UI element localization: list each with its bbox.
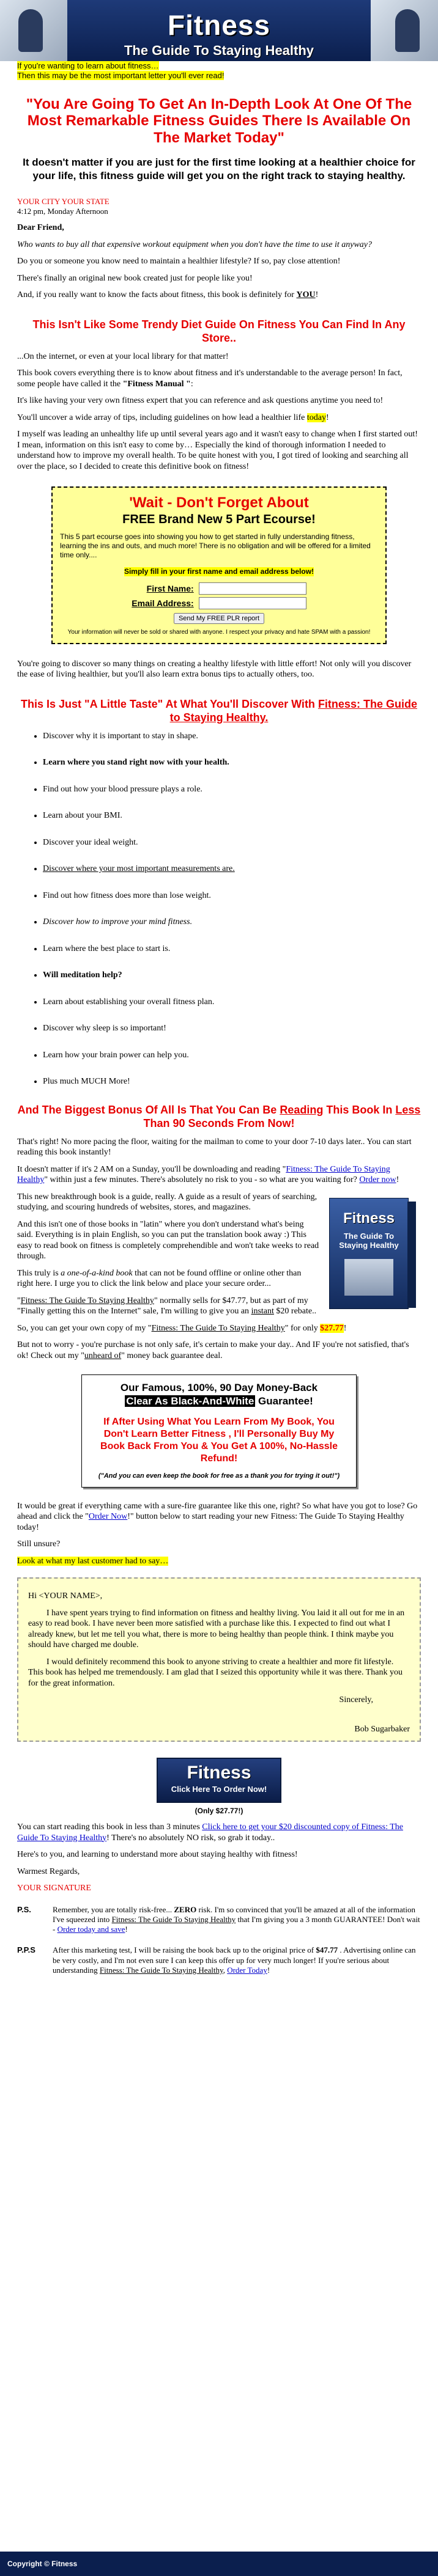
body-paragraph: [17, 1501, 421, 1533]
intro-line-2: Then this may be the most important letter you'll ever read!: [17, 71, 225, 81]
body-paragraph: It's like having your very own fitness expert that you can reference and ask questions anytime you need to!: [17, 396, 384, 406]
body-paragraph: [17, 1164, 421, 1186]
list-item: • Learn about your BMI.: [43, 810, 421, 821]
order-today-link[interactable]: Order Today: [227, 1965, 267, 1975]
body-paragraph: And this isn't one of those books in "latin" where you don't understand what's being said. Everything is in plain English, so you can put the translation book away :) This easy to read book on fitness is completely comprehendible and won't take weeks to read through.: [17, 1219, 319, 1261]
body-paragraph: [17, 368, 421, 389]
text-fragment: risk. I'm so convinced that you'll be amazed at all of the information I've squeezed into: [53, 1904, 415, 1924]
testimonial-intro: Look at what my last customer had to say…: [17, 1556, 169, 1566]
body-paragraph: ...On the internet, or even at your local library for that matter!: [17, 351, 229, 361]
list-item: • Plus much MUCH More!: [43, 1076, 421, 1087]
first-name-input[interactable]: [199, 582, 306, 595]
testimonial-paragraph: I have spent years trying to find information on fitness and healthy living. You laid it all out for me in an easy to read book. I have never been more satisfied with a purchase like this. I expected to find out what I already knew, but let me tell you what, there is more to being healthy than people think. I think maybe you should have charged me double.: [28, 1608, 405, 1650]
body-paragraph: [17, 1340, 421, 1361]
order-now-link[interactable]: Order Now: [88, 1512, 128, 1522]
main-content: [0, 61, 438, 2552]
section-heading: [17, 697, 421, 725]
today-highlight: today: [306, 413, 326, 422]
guarantee-line-2: [91, 1395, 347, 1407]
unheard-of-emphasis: unheard of: [84, 1351, 122, 1360]
body-paragraph: [17, 1822, 421, 1843]
text-fragment: But not to worry - you're purchase is not only safe, it's certain to make your day.. And IF you're not satisfied, that's ok! Check out my ": [17, 1340, 409, 1360]
order-price-note: (Only $27.77!): [195, 1807, 243, 1816]
ebook-cover-image: [329, 1198, 421, 1314]
body-paragraph: That's right! No more pacing the floor, waiting for the mailman to come to your door 7-10 days later.. You can start reading this book instantly!: [17, 1137, 412, 1158]
testimonial-greeting: Hi <YOUR NAME>,: [28, 1591, 103, 1601]
order-now-button[interactable]: [157, 1758, 281, 1803]
list-item: • Discover your ideal weight.: [43, 837, 421, 848]
testimonial-closing: Sincerely,: [339, 1695, 373, 1705]
postscript: [17, 1905, 421, 1935]
letter-location: YOUR CITY YOUR STATE: [17, 196, 110, 206]
header-banner: [0, 0, 438, 61]
guarantee-inverted-text: Clear As Black-And-White: [126, 1395, 254, 1407]
body-paragraph: This new breakthrough book is a guide, really. A guide as a result of years of searching, studying, and scouring hundreds of websites, stores, and magazines.: [17, 1192, 317, 1213]
sale-price: $27.77: [320, 1323, 344, 1333]
text-fragment: ! There's no absolutely NO risk, so grab it today..: [106, 1833, 275, 1843]
body-paragraph: [17, 1556, 421, 1567]
section-heading: This Isn't Like Some Trendy Diet Guide On Fitness You Can Find In Any Store..: [32, 318, 406, 345]
you-emphasis: YOU: [296, 290, 316, 300]
testimonial-signature: Bob Sugarbaker: [354, 1724, 410, 1734]
privacy-note: Your information will never be sold or shared with anyone. I respect your privacy and hate SPAM with a passion!: [67, 629, 371, 636]
text-fragment: !: [343, 1323, 347, 1333]
letter-paragraph: There's finally an original new book created just for people like you!: [17, 273, 253, 283]
list-item: • Discover why sleep is so important!: [43, 1023, 421, 1034]
letter-paragraph: [17, 290, 421, 301]
optin-subheading: FREE Brand New 5 Part Ecourse!: [122, 513, 316, 527]
hero-headline: "You Are Going To Get An In-Depth Look At One Of The Most Remarkable Fitness Guides There Is Available On The Market Today": [26, 95, 412, 146]
text-fragment: :: [190, 379, 193, 389]
order-now-link[interactable]: Order now: [359, 1175, 396, 1185]
text-fragment: You can start reading this book in less than 3 minutes: [17, 1822, 202, 1832]
text-fragment: " money back guarantee deal.: [121, 1351, 223, 1360]
text-fragment: It doesn't matter if it's 2 AM on a Sunday, you'll be downloading and reading ": [17, 1164, 286, 1174]
original-price: $47.77: [316, 1945, 338, 1955]
page-footer: Copyright © Fitness: [0, 2552, 438, 2576]
text-fragment: And, if you really want to know the facts about fitness, this book is definitely for: [17, 290, 297, 300]
benefit-list: [17, 731, 421, 1087]
text-fragment: " within just a few minutes. There's absolutely no risk to you - so what are you waiting for?: [44, 1175, 360, 1185]
order-button-label: Click Here To Order Now!: [171, 1784, 267, 1794]
email-label: Email Address:: [132, 598, 194, 608]
email-input[interactable]: [199, 597, 306, 609]
text-fragment: Guarantee!: [255, 1395, 313, 1407]
book-title-link: Fitness: The Guide To Staying Healthy: [20, 1296, 154, 1305]
book-title-link: Fitness: The Guide To Staying Healthy: [111, 1914, 236, 1924]
list-item: • Will meditation help?: [43, 970, 421, 981]
optin-fields: [129, 581, 308, 611]
text-fragment: !" button below to start reading your new Fitness: The Guide To Staying Healthy today!: [17, 1512, 404, 1532]
optin-cta: Simply fill in your first name and email address below!: [124, 567, 314, 576]
text-fragment: This truly is: [17, 1268, 61, 1278]
body-paragraph: Here's to you, and learning to understand more about staying healthy with fitness!: [17, 1850, 298, 1860]
list-item: • Learn where the best place to start is.: [43, 944, 421, 955]
guarantee-line-1: Our Famous, 100%, 90 Day Money-Back: [120, 1382, 318, 1394]
list-item: • Learn how your brain power can help you.: [43, 1050, 421, 1061]
text-fragment: ,: [223, 1965, 228, 1975]
less-emphasis: Less: [395, 1103, 421, 1116]
text-fragment: And The Biggest Bonus Of All Is That You Can Be: [17, 1103, 280, 1116]
letter-greeting: Dear Friend,: [17, 223, 64, 233]
list-item: • Find out how your blood pressure plays a role.: [43, 784, 421, 795]
book-title-link: Fitness: The Guide To Staying Healthy: [99, 1965, 223, 1975]
order-section: [17, 1758, 421, 1816]
author-signature: YOUR SIGNATURE: [17, 1884, 91, 1893]
text-fragment: !: [396, 1175, 399, 1185]
optin-form-box: [51, 486, 387, 644]
text-fragment: This Is Just "A Little Taste" At What You'll Discover With: [21, 697, 318, 710]
body-paragraph: I myself was leading an unhealthy life up until several years ago and it wasn't easy to change when I first started out! I mean, information on this isn't easy to come by… Especially the kind of thorough information I needed to understand how to improve my overall health. To be quite honest with you, I got tired of looking and searching all over the place, so I decided to create this definitive book on fitness!: [17, 430, 418, 471]
one-of-a-kind-emphasis: a one-of-a-kind book: [61, 1268, 133, 1278]
text-fragment: $20 rebate..: [273, 1307, 317, 1316]
list-item: • Learn about establishing your overall fitness plan.: [43, 997, 421, 1008]
postscript: [17, 1945, 421, 1975]
instant-emphasis: instant: [251, 1307, 274, 1316]
text-fragment: " normally sells for $47.77, but as part of my "Finally getting this on the Internet" sale, I'm willing to give you an: [17, 1296, 308, 1316]
ebook-title: Fitness: [343, 1209, 395, 1227]
text-fragment: that can not be found offline or online other than right here. I urge you to click the link below and place your secure order...: [17, 1268, 302, 1289]
book-title-link[interactable]: Fitness: The Guide To Staying Healthy: [17, 1164, 390, 1185]
section-heading: [17, 1103, 421, 1131]
postscript-key: P.P.S: [17, 1945, 35, 1955]
guarantee-body: If After Using What You Learn From My Book, You Don't Learn Better Fitness , I'll Personally Buy My Book Back From You & You Get A 100%, No-Hassle Refund!: [100, 1416, 338, 1464]
text-fragment: . Advertising online can be very costly, and I'm not even sure I can keep this offer up for very much longer! If you're serious about understanding: [53, 1945, 416, 1975]
order-today-link[interactable]: Order today and save: [57, 1925, 125, 1934]
text-fragment: that I'm giving you a 3 month GUARANTEE! Don't wait -: [53, 1914, 420, 1934]
text-fragment: This Book In: [323, 1103, 396, 1116]
text-fragment: !: [315, 290, 319, 300]
guarantee-footer: ("And you can even keep the book for free as a thank you for trying it out!"): [98, 1472, 340, 1480]
testimonial-box: [17, 1577, 421, 1742]
text-fragment: Remember, you are totally risk-free...: [53, 1904, 174, 1914]
text-fragment: ": [17, 1296, 21, 1305]
testimonial-paragraph: I would definitely recommend this book to anyone striving to create a healthier and more fit lifestyle. This book has helped me tremendously. I am glad that I seized this opportunity while it was there. Thank you for the great information.: [28, 1657, 403, 1688]
text-fragment: Than 90 Seconds From Now!: [143, 1117, 295, 1130]
body-paragraph: You're going to discover so many things on creating a healthy lifestyle with little effort! Not only will you discover the ease of living healthier, but you'll also learn extra bonus tips to actually others, too.: [17, 659, 412, 680]
list-item: • Learn where you stand right now with your health.: [43, 757, 421, 768]
list-item: • Discover how to improve your mind fitness.: [43, 917, 421, 928]
reading-emphasis: Reading: [280, 1103, 324, 1116]
optin-heading: 'Wait - Don't Forget About: [129, 494, 309, 512]
order-button-title: Fitness: [187, 1763, 251, 1783]
text-fragment: It would be great if everything came with a sure-fire guarantee like this one, right? So what have you got to lose? Go ahead and click the ": [17, 1501, 418, 1522]
first-name-label: First Name:: [146, 583, 194, 593]
letter-paragraph: Who wants to buy all that expensive workout equipment when you don't have the time to use it anyway?: [17, 240, 372, 249]
hero-subheadline: It doesn't matter if you are just for the first time looking at a healthier choice for your life, this fitness guide will get you on the right track to staying healthy.: [23, 156, 415, 182]
text-fragment: !: [267, 1965, 270, 1975]
list-item: • Discover where your most important measurements are.: [43, 864, 421, 875]
zero-emphasis: ZERO: [174, 1904, 197, 1914]
ebook-subtitle: The Guide To Staying Healthy: [339, 1231, 399, 1250]
book-title-link: Fitness: The Guide to Staying Healthy.: [169, 697, 417, 724]
text-fragment: !: [125, 1925, 128, 1934]
book-title-link: Fitness: The Guide To Staying Healthy: [151, 1323, 285, 1333]
fitness-manual-emphasis: "Fitness Manual ": [122, 379, 191, 389]
text-fragment: So, you can get your own copy of my ": [17, 1323, 152, 1333]
discount-order-link[interactable]: Click here to get your $20 discounted copy of Fitness: The Guide To Staying Healthy: [17, 1822, 403, 1843]
body-paragraph: Warmest Regards,: [17, 1866, 80, 1876]
body-paragraph: Still unsure?: [17, 1539, 61, 1549]
text-fragment: !: [325, 413, 329, 422]
optin-submit-button[interactable]: Send My FREE PLR report: [174, 613, 264, 624]
text-fragment: This book covers everything there is to know about fitness and it's understandable to the average person! In fact, some people have called it the: [17, 369, 403, 389]
body-paragraph: [17, 1323, 421, 1334]
postscript-key: P.S.: [17, 1904, 31, 1914]
site-subtitle: The Guide To Staying Healthy: [124, 43, 314, 58]
guarantee-box: [81, 1374, 357, 1487]
text-fragment: You'll uncover a wide array of tips, including guidelines on how lead a healthier life: [17, 413, 307, 422]
postscript-text: [53, 1945, 421, 1975]
list-item: • Find out how fitness does more than lose weight.: [43, 890, 421, 901]
text-fragment: After this marketing test, I will be raising the book back up to the original price of: [53, 1945, 316, 1955]
intro-line-1: If you're wanting to learn about fitness…: [17, 61, 159, 70]
postscript-text: [53, 1905, 421, 1935]
letter-paragraph: Do you or someone you know need to maintain a healthier lifestyle? If so, pay close attention!: [17, 257, 341, 266]
text-fragment: " for only: [284, 1323, 321, 1333]
intro-text: [17, 61, 421, 81]
optin-description: This 5 part ecourse goes into showing you how to get started in fully understanding fitness, learning the ins and outs, and much more! There is no obligation and will be offered for a limited time only....: [60, 532, 371, 560]
body-paragraph: [17, 413, 421, 424]
list-item: • Discover why it is important to stay in shape.: [43, 731, 421, 742]
site-title: Fitness: [167, 9, 271, 41]
letter-date: 4:12 pm, Monday Afternoon: [17, 207, 108, 216]
